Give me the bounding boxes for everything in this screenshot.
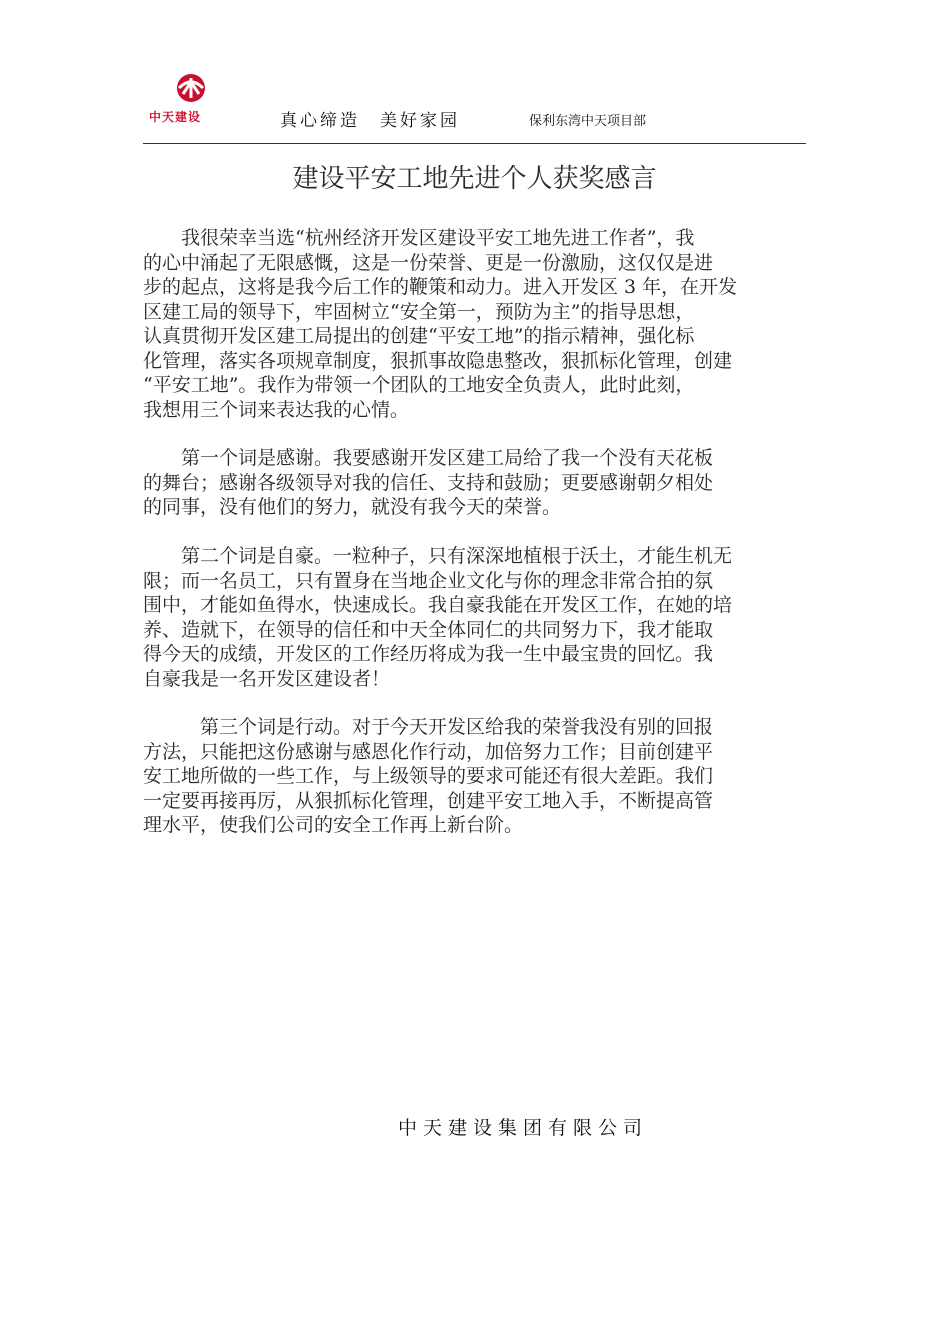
text-line: 的舞台；感谢各级领导对我的信任、支持和鼓励；更要感谢朝夕相处	[143, 471, 714, 494]
text-line: 第一个词是感谢。我要感谢开发区建工局给了我一个没有天花板	[143, 447, 714, 469]
logo-text: 中天建设	[149, 110, 202, 124]
letterhead	[143, 68, 806, 134]
text-line: 区建工局的领导下，牢固树立“安全第一，预防为主”的指导思想，	[143, 300, 695, 323]
paragraph-4	[143, 715, 806, 838]
text-line: 限；而一名员工，只有置身在当地企业文化与你的理念非常合拍的氛	[143, 569, 714, 592]
text-line: 第二个词是自豪。一粒种子，只有深深地植根于沃土，才能生机无	[143, 545, 733, 567]
text-line: 自豪我是一名开发区建设者！	[143, 667, 391, 690]
text-line: 步的起点，这将是我今后工作的鞭策和动力。进入开发区 3 年，在开发	[143, 276, 738, 298]
project-name: 保利东湾中天项目部	[529, 114, 647, 129]
text-line: 我很荣幸当选“杭州经济开发区建设平安工地先进工作者”，我	[143, 227, 695, 249]
text-line: 得今天的成绩，开发区的工作经历将成为我一生中最宝贵的回忆。我	[143, 643, 714, 665]
text-line: 我想用三个词来表达我的心情。	[143, 398, 410, 421]
company-logo	[143, 68, 239, 128]
text-line: “平安工地”。我作为带领一个团队的工地安全负责人，此时此刻，	[143, 374, 695, 396]
text-line: 认真贯彻开发区建工局提出的创建“平安工地”的指示精神，强化标	[143, 325, 695, 347]
paragraph-3	[143, 544, 806, 691]
slogan: 真心缔造 美好家园	[280, 111, 460, 131]
header-divider	[143, 143, 806, 144]
text-line: 理水平，使我们公司的安全工作再上新台阶。	[143, 814, 524, 836]
text-line: 安工地所做的一些工作，与上级领导的要求可能还有很大差距。我们	[143, 765, 714, 787]
text-line: 一定要再接再厉，从狠抓标化管理，创建平安工地入手，不断提高管	[143, 789, 714, 812]
text-line: 的同事，没有他们的努力，就没有我今天的荣誉。	[143, 496, 562, 518]
text-line: 化管理，落实各项规章制度，狠抓事故隐患整改，狠抓标化管理，创建	[143, 349, 733, 372]
text-line: 围中，才能如鱼得水，快速成长。我自豪我能在开发区工作，在她的培	[143, 594, 733, 616]
text-line: 方法，只能把这份感谢与感恩化作行动，加倍努力工作；目前创建平	[143, 740, 714, 763]
page-title: 建设平安工地先进个人获奖感言	[292, 164, 657, 194]
text-line: 养、造就下，在领导的信任和中天全体同仁的共同努力下，我才能取	[143, 618, 714, 641]
paragraph-1	[143, 226, 806, 422]
text-line: 第三个词是行动。对于今天开发区给我的荣誉我没有别的回报	[143, 716, 714, 738]
paragraph-2	[143, 446, 806, 520]
text-line: 的心中涌起了无限感慨，这是一份荣誉、更是一份激励，这仅仅是进	[143, 251, 714, 274]
company-signature: 中天建设集团有限公司	[398, 1117, 649, 1139]
